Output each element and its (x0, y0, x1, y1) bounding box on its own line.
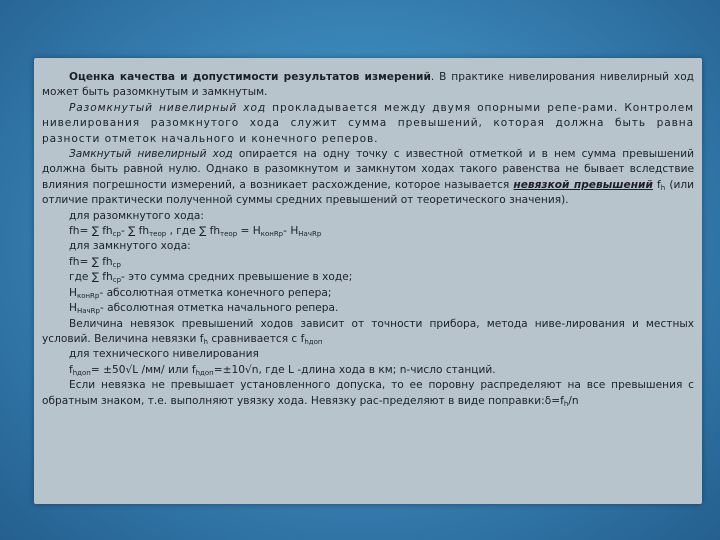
formula-part: = H (237, 225, 261, 238)
formula-part: где ∑ fh (69, 271, 113, 284)
label-technical-leveling: для технического нивелирования (69, 348, 259, 361)
formula-sub: h (203, 337, 208, 346)
formula-tolerance (42, 363, 694, 378)
formula-sub: hдоп (72, 368, 91, 377)
paragraph-text: Величина невязок превышений ходов зависит от точности прибора, метода ниве-лирования и местных условий. Величина невязки f (42, 317, 694, 345)
formula-part: =±10√n, где L -длина хода в км; n-число станций. (213, 363, 496, 376)
paragraph-adjustment (42, 378, 694, 409)
closed-course-text-end: (или отличие практически полученной суммы средних превышений от теоретического значения). (42, 178, 694, 207)
formula-part: - ∑ fh (120, 225, 150, 238)
formula-sub: hдоп (195, 368, 214, 377)
term-closed-course: Замкнутый нивелирный ход (69, 148, 233, 161)
definition-start-benchmark (42, 301, 694, 316)
closed-course-text: опирается на одну точку с известной отметкой и в нем сумма превышений должна быть равной нулю. Однако в разомкнутом и замкнутом ходах такого равенства не бывает вследствие влияния погрешности измерений, а возникает расхождение, которое называется (42, 148, 694, 191)
formula-part: , где ∑ fh (166, 225, 221, 238)
document-body (42, 70, 694, 409)
paragraph-text: /n (568, 394, 579, 407)
paragraph-misclosure-value (42, 317, 694, 348)
formula-part: H (69, 302, 77, 315)
formula-sub: теор (220, 230, 238, 239)
paragraph-intro (42, 70, 694, 101)
formula-sub: конRр (76, 291, 100, 300)
slide-panel (34, 58, 702, 504)
term-open-course: Разомкнутый нивелирный ход (69, 101, 267, 114)
formula-sub: теор (149, 230, 167, 239)
definition-text: - абсолютная отметка начального репера. (99, 302, 339, 315)
formula-sub: h (563, 399, 569, 408)
formula-sub: НачRр (76, 307, 100, 316)
formula-sub: ср (112, 276, 122, 285)
paragraph-open-course (42, 101, 694, 147)
formula-sub: ср (112, 260, 121, 269)
formula-sub: ср (112, 230, 121, 239)
formula-sub: НачRр (298, 230, 322, 239)
misclosure-symbol: f (652, 178, 661, 191)
formula-sub: конRр (260, 230, 284, 239)
term-misclosure: невязкой превышений (513, 178, 653, 191)
open-course-text: прокладывается между двумя опорными репе-рами. Контролем нивелирования разомкнутого хода служит сумма превышений, которая должна быть равна разности отметок начального и конечного реперов. (42, 101, 695, 145)
label-closed-course: для замкнутого хода: (69, 240, 191, 253)
formula-part: H (69, 286, 77, 299)
formula-part: - H (283, 225, 299, 238)
formula-open-course (42, 224, 694, 239)
formula-part: fh= ∑ fh (69, 225, 113, 238)
definition-text: - это сумма средних превышение в ходе; (121, 271, 353, 284)
paragraph-closed-course (42, 147, 694, 209)
intro-text: . В практике нивелирования нивелирный ход может быть разомкнутым и замкнутым. (42, 71, 695, 99)
definition-end-benchmark (42, 286, 694, 301)
formula-closed-course (42, 255, 694, 270)
definition-sum-heights (42, 270, 694, 285)
label-open-course: для разомкнутого хода: (69, 209, 204, 222)
misclosure-subscript: h (660, 183, 666, 192)
paragraph-text: Если невязка не превышает установленного допуска, то ее поровну распределяют на все превышения с обратным знаком, т.е. выполняют увязку хода. Невязку рас-пределяют в виде поправки:δ=f (42, 379, 694, 407)
formula-part: f (69, 363, 73, 376)
formula-sub: hдоп (304, 337, 323, 346)
formula-part: = ±50√L /мм/ или f (90, 363, 196, 376)
paragraph-text: сравнивается с f (207, 332, 305, 345)
definition-text: - абсолютная отметка конечного репера; (99, 286, 332, 299)
section-heading: Оценка качества и допустимости результатов измерений (69, 71, 431, 83)
formula-part: fh= ∑ fh (69, 255, 113, 268)
